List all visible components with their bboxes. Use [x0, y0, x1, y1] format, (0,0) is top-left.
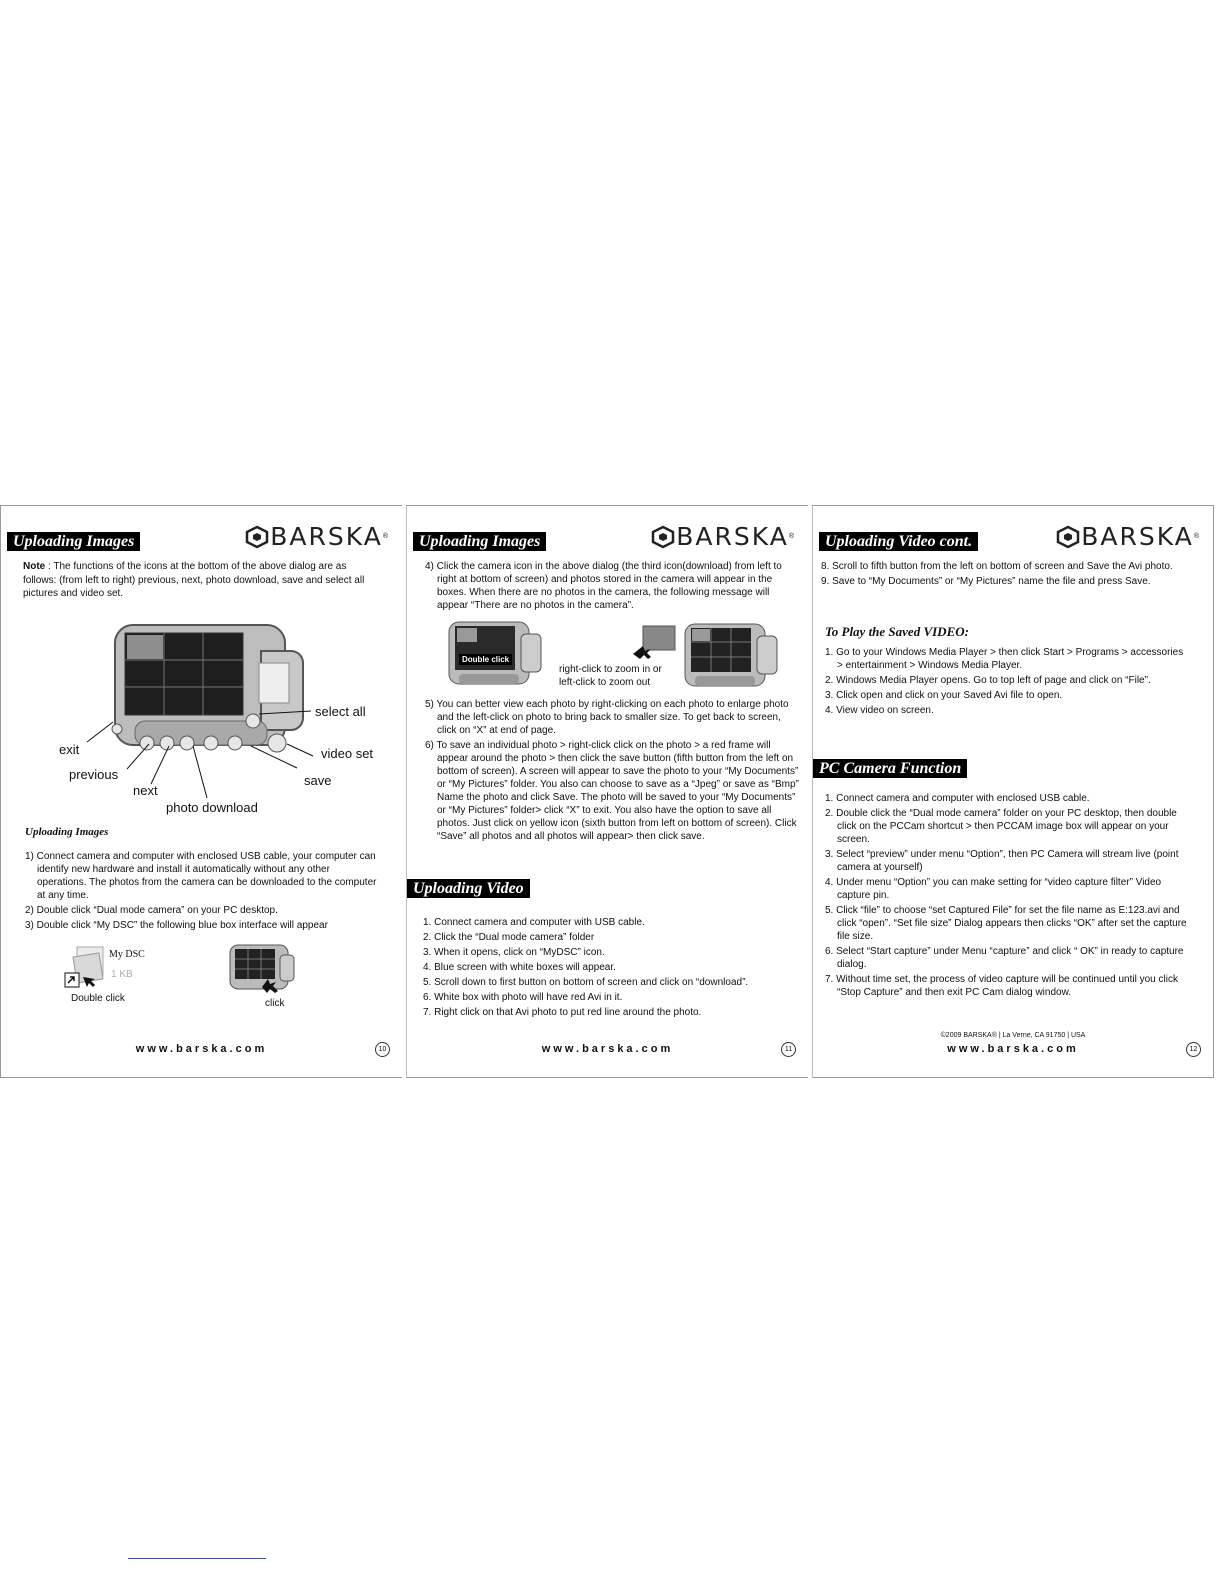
barska-logo: BARSKA ®: [650, 522, 794, 551]
step-item: 3. Select “preview” under menu “Option”, then PC Camera will stream live (point camera at yourself): [825, 849, 1179, 873]
website-footer: www.barska.com: [947, 1043, 1079, 1055]
step-item: 1) Connect camera and computer with enclosed USB cable, your computer can identify new hardware and install it automatically without any other operations. The photos from the camera can be downloaded to the computer at any time.: [25, 850, 377, 901]
folder-icon: [63, 943, 109, 991]
double-click-button: Double click: [459, 654, 512, 665]
step-item: 2) Double click “Dual mode camera” on your PC desktop.: [25, 904, 278, 916]
camera-screen-right: [683, 622, 781, 694]
page-number: 10: [375, 1042, 390, 1057]
step-item: 5. Click “file” to choose “set Captured File” for set the file name as E:123.avi and click “open”. “Set file size” Dialog appears then clicks “OK” after set the capture file size.: [825, 905, 1187, 942]
step-item: 6) To save an individual photo > right-click click on the photo > a red frame will appear around the photo > then click the save button (fifth button from the left on bottom of screen). A screen will appear to save the photo to your “My Documents” or “My Pictures” folder. You also can choose to save as a “Jpeg” or save as “Bmp” Name the photo and click Save. The photo will be saved to your “My Documents” or “My Pictures” folder> click “X” to exit. You also have the option to save all photos. Just click on yellow icon (sixth button from left on bottom of screen). Click “Save” all photos and all photos will appear> then click save.: [425, 740, 799, 842]
divider: [128, 1558, 266, 1559]
play-steps: [825, 646, 1185, 719]
page-number: 12: [1186, 1042, 1201, 1057]
label-photo-download: photo download: [166, 800, 258, 815]
step-item: 9. Save to “My Documents” or “My Pictures” name the file and press Save.: [821, 576, 1151, 587]
step-item: 4. Under menu “Option” you can make setting for “video capture filter” Video capture pin.: [825, 877, 1162, 901]
logo-text: BARSKA: [270, 522, 383, 551]
pc-steps: [825, 792, 1189, 1001]
step-item: 1. Connect camera and computer with enclosed USB cable.: [825, 793, 1090, 804]
label-save: save: [304, 773, 332, 788]
label-video-set: video set: [321, 746, 374, 761]
page-number: 11: [781, 1042, 796, 1057]
section-header: Uploading Images: [7, 532, 140, 551]
aperture-icon: [1055, 525, 1081, 549]
file-size: 1 KB: [111, 969, 133, 980]
step-item: 7. Right click on that Avi photo to put red line around the photo.: [423, 1007, 702, 1018]
page-12: [812, 505, 1214, 1078]
steps-a: [821, 560, 1181, 590]
label-previous: previous: [69, 767, 119, 782]
steps-a: [425, 560, 797, 614]
step-item: 4) Click the camera icon in the above dialog (the third icon(download) from left to right at bottom of screen) and photos stored in the camera will appear in the boxes. When there are no photos in the camera, the following message will appear “There are no photos in the camera”.: [425, 561, 782, 611]
step-item: 7. Without time set, the process of video capture will be continued until you click “Stop Capture” and then exit PC Cam dialog window.: [825, 974, 1178, 998]
step-item: 1. Connect camera and computer with USB cable.: [423, 917, 645, 928]
step-item: 5. Scroll down to first button on bottom of screen and click on “download”.: [423, 977, 749, 988]
step-item: 5) You can better view each photo by right-clicking on each photo to enlarge photo and the left-click on photo to bring back to smaller size. To get back to screen, click on “X” at end of page.: [425, 699, 789, 736]
step-item: 3. Click open and click on your Saved Avi file to open.: [825, 690, 1063, 701]
page-11: [406, 505, 808, 1078]
steps-b: [425, 698, 801, 845]
video-steps: [423, 916, 805, 1021]
cursor-icon: [629, 624, 677, 660]
step-item: 2. Windows Media Player opens. Go to top left of page and click on “File”.: [825, 675, 1151, 686]
label-next: next: [133, 783, 158, 798]
step-item: 4. Blue screen with white boxes will appear.: [423, 962, 616, 973]
note-text: : The functions of the icons at the bottom of the above dialog are as follows: (from left to right) previous, next, photo download, save and select all pictures and video set.: [23, 561, 365, 599]
step-item: 2. Double click the “Dual mode camera” folder on your PC desktop, then double click on the PCCam shortcut > then PCCAM image box will appear on your screen.: [825, 808, 1177, 845]
step-item: 1. Go to your Windows Media Player > then click Start > Programs > accessories > entertainment > Windows Media Player.: [825, 647, 1184, 671]
camera-thumbnail: [228, 943, 298, 1001]
logo-text: BARSKA: [676, 522, 789, 551]
barska-logo: BARSKA ®: [1055, 522, 1199, 551]
zoom-out-text: left-click to zoom out: [559, 677, 651, 688]
logo-text: BARSKA: [1081, 522, 1194, 551]
subheading: Uploading Images: [25, 826, 109, 838]
step-item: 3. When it opens, click on “MyDSC” icon.: [423, 947, 605, 958]
step-item: 6. White box with photo will have red Avi in it.: [423, 992, 623, 1003]
section-header-pc-camera: PC Camera Function: [813, 759, 967, 778]
zoom-in-text: right-click to zoom in or: [559, 664, 662, 675]
step-item: 8. Scroll to fifth button from the left on bottom of screen and Save the Avi photo.: [821, 561, 1173, 572]
aperture-icon: [650, 525, 676, 549]
label-exit: exit: [59, 742, 80, 757]
step-item: 2. Click the “Dual mode camera” folder: [423, 932, 595, 943]
barska-logo: BARSKA ®: [244, 522, 388, 551]
section-header-video: Uploading Video: [407, 879, 530, 898]
section-header: Uploading Video cont.: [819, 532, 978, 551]
website-footer: www.barska.com: [135, 1043, 268, 1055]
page-10: [0, 505, 402, 1078]
copyright: ©2009 BARSKA® | La Verne, CA 91750 | USA: [940, 1032, 1086, 1039]
play-heading: To Play the Saved VIDEO:: [825, 624, 969, 639]
step-item: 6. Select “Start capture” under Menu “capture” and click “ OK” in ready to capture dialog.: [825, 946, 1184, 970]
upload-steps: [25, 826, 377, 934]
note-label: Note: [23, 561, 46, 572]
step-item: 3) Double click “My DSC” the following blue box interface will appear: [25, 919, 328, 931]
file-name: My DSC: [109, 949, 145, 960]
callout-lines: [1, 506, 403, 1079]
website-footer: www.barska.com: [541, 1043, 674, 1055]
double-click-label: Double click: [71, 993, 125, 1004]
click-label: click: [265, 998, 285, 1009]
step-item: 4. View video on screen.: [825, 705, 934, 716]
label-select-all: select all: [315, 704, 366, 719]
section-header: Uploading Images: [413, 532, 546, 551]
